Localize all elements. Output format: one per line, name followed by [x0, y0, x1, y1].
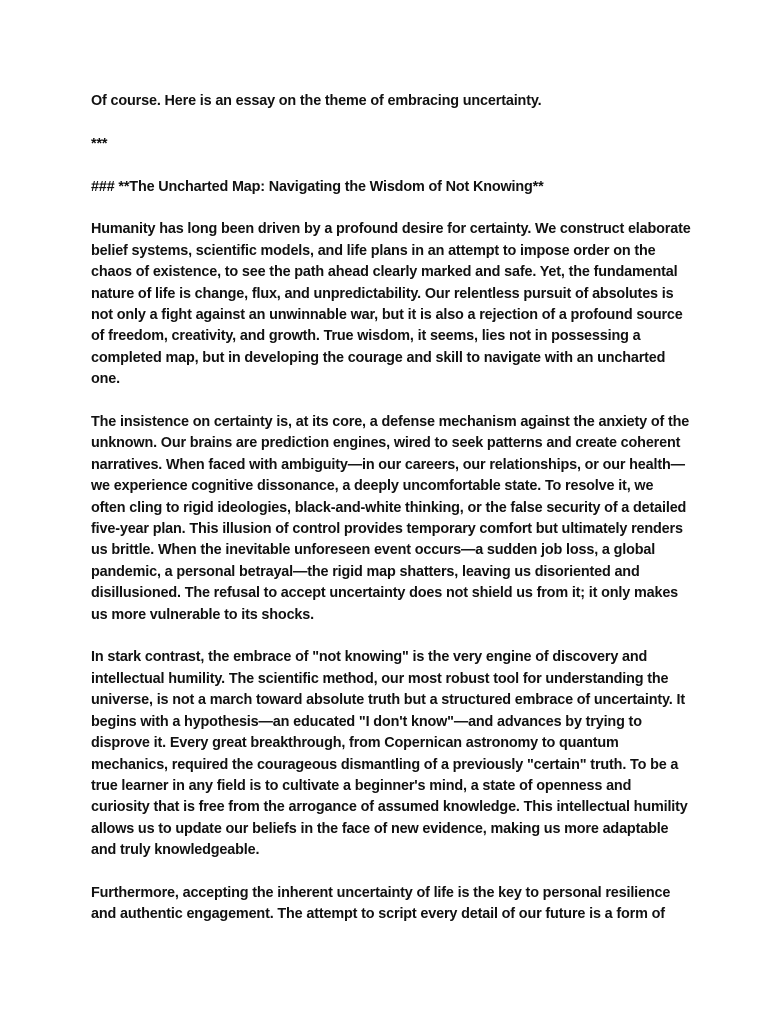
paragraph-3: In stark contrast, the embrace of "not knowing" is the very engine of discovery and intellectual humility. The scientific method, our most robust tool for understanding the universe, is not a march toward absolute truth but a structured embrace of uncertainty. It begins with a hypothesis—an educated "I don't know"—and advances by trying to disprove it. Every great breakthrough, from Copernican astronomy to quantum mechanics, required the courageous dismantling of a previously "certain" truth. To be a true learner in any field is to cultivate a beginner's mind, a state of openness and curiosity that is free from the arrogance of assumed knowledge. This intellectual humility allows us to update our beliefs in the face of new evidence, making us more adaptable and truly knowledgeable. [91, 649, 688, 859]
essay-heading: ### **The Uncharted Map: Navigating the Wisdom of Not Knowing** [91, 178, 544, 195]
paragraph-1: Humanity has long been driven by a profound desire for certainty. We construct elaborate belief systems, scientific models, and life plans in an attempt to impose order on the chaos of existence, to see the path ahead clearly marked and safe. Yet, the fundamental nature of life is change, flux, and unpredictability. Our relentless pursuit of absolutes is not only a fight against an unwinnable war, but it is also a rejection of a profound source of freedom, creativity, and growth. True wisdom, it seems, lies not in possessing a completed map, but in developing the courage and skill to navigate with an uncharted one. [91, 221, 691, 388]
document-body [91, 91, 691, 926]
separator-text: *** [91, 135, 108, 152]
paragraph-4: Furthermore, accepting the inherent uncertainty of life is the key to personal resilience and authentic engagement. The attempt to script every detail of our future is a form of [91, 884, 671, 923]
paragraph-2: The insistence on certainty is, at its core, a defense mechanism against the anxiety of the unknown. Our brains are prediction engines, wired to seek patterns and create coherent narratives. When faced with ambiguity—in our careers, our relationships, or our health—we experience cognitive dissonance, a deeply uncomfortable state. To resolve it, we often cling to rigid ideologies, black-and-white thinking, or the false security of a detailed five-year plan. This illusion of control provides temporary comfort but ultimately renders us brittle. When the inevitable unforeseen event occurs—a sudden job loss, a global pandemic, a personal betrayal—the rigid map shatters, leaving us disoriented and disillusioned. The refusal to accept uncertainty does not shield us from it; it only makes us more vulnerable to its shocks. [91, 414, 690, 623]
intro-text: Of course. Here is an essay on the theme of embracing uncertainty. [91, 93, 542, 109]
